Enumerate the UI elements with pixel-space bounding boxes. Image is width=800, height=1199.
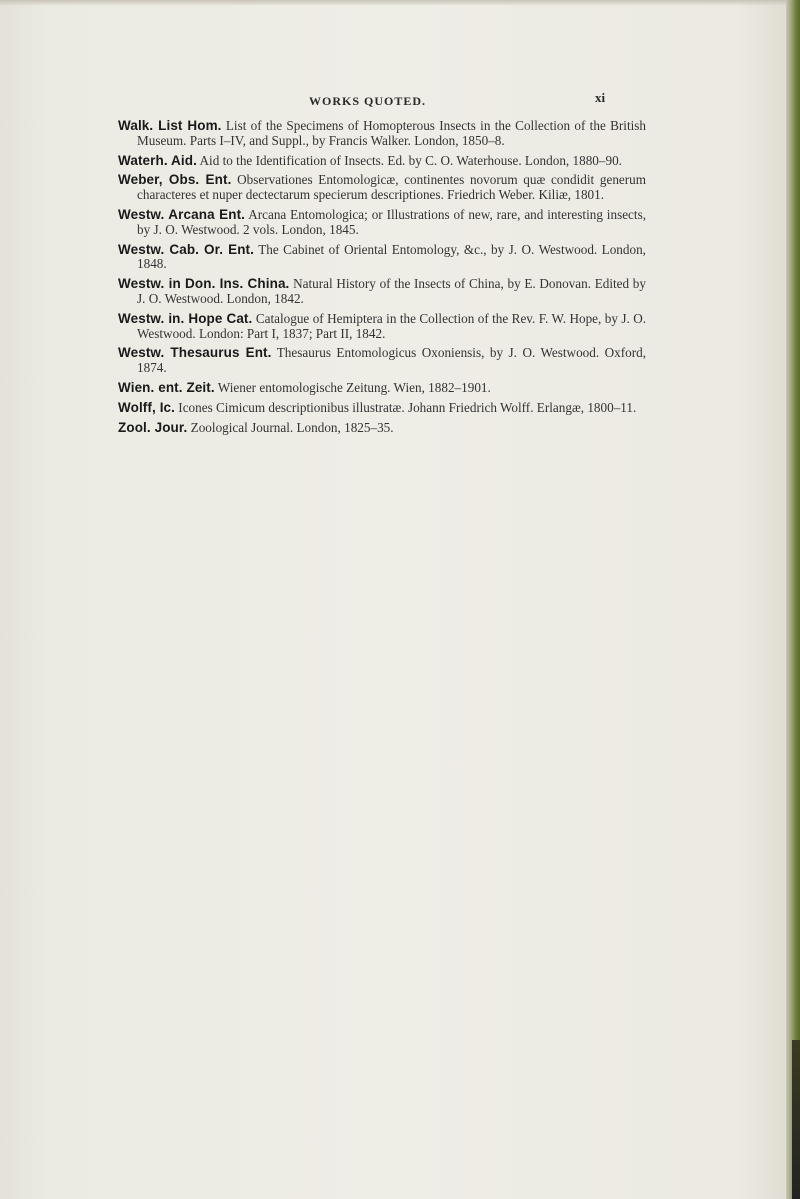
- entry-description: Catalogue of Hemiptera in the Collection of the Rev. F. W. Hope, by J. O. Westwood. London: Part I, 1837; Part II, 1842.: [137, 310, 647, 341]
- entry-abbreviation: Wolff, Ic.: [118, 399, 175, 415]
- bibliography-entry: [118, 173, 646, 203]
- bibliography-entry: [118, 154, 646, 169]
- entry-abbreviation: Walk. List Hom.: [118, 118, 222, 133]
- entry-abbreviation: Waterh. Aid.: [118, 152, 197, 168]
- entry-description: Zoological Journal. London, 1825–35.: [190, 419, 394, 435]
- entry-description: List of the Specimens of Homopterous Insects in the Collection of the British Museum. Parts I–IV, and Suppl., by Francis Walker. London, 1850–8.: [137, 118, 647, 148]
- entry-abbreviation: Wien. ent. Zeit.: [118, 379, 215, 395]
- page-edge-shadow: [792, 1040, 800, 1199]
- entry-description: Observationes Entomologicæ, continentes novorum quæ condidit generum characteres et nuper dectectarum specierum descriptiones. Friedrich Weber. Kiliæ, 1801.: [137, 172, 647, 203]
- bibliography-entry: [118, 421, 646, 436]
- bibliography-entry: [118, 401, 646, 416]
- bibliography-entry: [118, 119, 646, 149]
- bibliography-entry: [118, 208, 646, 238]
- entry-abbreviation: Westw. in. Hope Cat.: [118, 310, 253, 326]
- page-number: xi: [595, 90, 606, 105]
- bibliography-entry: [118, 381, 646, 396]
- entry-description: Wiener entomologische Zeitung. Wien, 1882–1901.: [217, 379, 491, 395]
- entry-description: Aid to the Identification of Insects. Ed. by C. O. Waterhouse. London, 1880–90.: [199, 152, 622, 168]
- running-head: WORKS QUOTED.: [309, 94, 427, 108]
- entry-abbreviation: Westw. Cab. Or. Ent.: [118, 241, 254, 257]
- entry-description: Natural History of the Insects of China, by E. Donovan. Edited by J. O. Westwood. London, 1842.: [137, 276, 646, 306]
- entry-description: Arcana Entomologica; or Illustrations of new, rare, and interesting insects, by J. O. Westwood. 2 vols. London, 1845.: [137, 206, 646, 237]
- entry-description: The Cabinet of Oriental Entomology, &c., by J. O. Westwood. London, 1848.: [137, 241, 646, 272]
- page-top-shadow: [0, 0, 800, 6]
- entry-abbreviation: Westw. Thesaurus Ent.: [118, 345, 272, 361]
- bibliography-entry: [118, 243, 646, 273]
- entry-abbreviation: Westw. in Don. Ins. China.: [118, 276, 290, 292]
- entry-abbreviation: Zool. Jour.: [118, 419, 188, 435]
- entry-abbreviation: Westw. Arcana Ent.: [118, 206, 246, 222]
- bibliography-entry: [118, 312, 646, 342]
- bibliography-entry: [118, 277, 646, 307]
- entry-abbreviation: Weber, Obs. Ent.: [118, 172, 232, 188]
- page-binding-edge: [786, 0, 800, 1199]
- bibliography-list: [118, 119, 646, 440]
- bibliography-entry: [118, 346, 646, 376]
- entry-description: Icones Cimicum descriptionibus illustratæ. Johann Friedrich Wolff. Erlangæ, 1800–11.: [178, 399, 637, 415]
- entry-description: Thesaurus Entomologicus Oxoniensis, by J. O. Westwood. Oxford, 1874.: [137, 345, 647, 376]
